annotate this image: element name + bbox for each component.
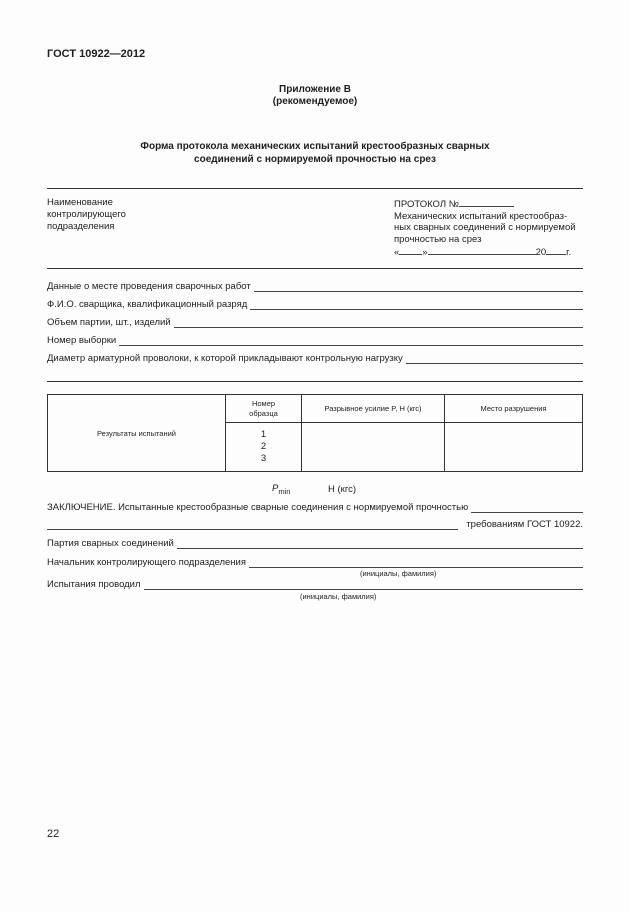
pmin-symbol: $P_{min}$ bbox=[272, 483, 291, 496]
breaking-force-cell[interactable] bbox=[302, 423, 445, 472]
page-number: 22 bbox=[47, 828, 60, 840]
results-header: Результаты испытаний bbox=[48, 395, 226, 472]
date-month-field[interactable] bbox=[428, 245, 536, 255]
pmin-unit: Н (кгс) bbox=[328, 484, 356, 495]
field-sample-number: Номер выборки bbox=[47, 334, 583, 346]
conclusion-input[interactable] bbox=[471, 502, 583, 513]
blank-line[interactable] bbox=[47, 381, 583, 382]
appendix-title: Приложение В bbox=[279, 84, 351, 95]
batch-input[interactable] bbox=[177, 538, 583, 549]
tester-signature-input[interactable] bbox=[144, 579, 583, 590]
date-year-field[interactable] bbox=[546, 245, 566, 255]
section-rule bbox=[47, 268, 583, 269]
wire-diameter-input[interactable] bbox=[406, 353, 583, 364]
top-rule bbox=[47, 188, 583, 189]
conclusion-end: требованиям ГОСТ 10922. bbox=[47, 518, 583, 530]
form-title-line-2: соединений с нормируемой прочностью на срез bbox=[194, 154, 436, 165]
initials-caption-2: (инициалы, фамилия) bbox=[300, 592, 377, 601]
field-wire-diameter: Диаметр арматурной проволоки, к которой прикладывают контрольную нагрузку bbox=[47, 352, 583, 364]
standard-code: ГОСТ 10922—2012 bbox=[47, 48, 146, 60]
department-label: Наименование контролирующего подразделения bbox=[47, 197, 126, 232]
breaking-force-header: Разрывное усилие P, Н (кгс) bbox=[302, 395, 445, 423]
welder-name-input[interactable] bbox=[250, 299, 583, 310]
tester-row: Испытания проводил bbox=[47, 578, 583, 590]
field-welding-site: Данные о месте проведения сварочных работ bbox=[47, 280, 583, 292]
protocol-block: ПРОТОКОЛ № Механических испытаний крестообраз- ных сварных соединений с нормируемой прочностью на срез « » 20 г. bbox=[394, 197, 584, 259]
conclusion-result-input[interactable] bbox=[47, 519, 458, 530]
initials-caption-1: (инициалы, фамилия) bbox=[360, 569, 437, 578]
batch-volume-input[interactable] bbox=[174, 317, 583, 328]
conclusion: ЗАКЛЮЧЕНИЕ. Испытанные крестообразные сварные соединения с нормируемой прочностью bbox=[47, 501, 583, 513]
date-day-field[interactable] bbox=[399, 245, 422, 255]
failure-location-header: Место разрушения bbox=[445, 395, 583, 423]
sample-numbers: 1 2 3 bbox=[226, 423, 302, 472]
form-title-line-1: Форма протокола механических испытаний крестообразных сварных bbox=[140, 141, 490, 152]
field-batch-volume: Объем партии, шт., изделий bbox=[47, 316, 583, 328]
sample-number-header: Номер образца bbox=[226, 395, 302, 423]
protocol-date: « » 20 г. bbox=[394, 247, 572, 258]
failure-location-cell[interactable] bbox=[445, 423, 583, 472]
results-table bbox=[47, 394, 583, 472]
head-signature-input[interactable] bbox=[249, 557, 583, 568]
protocol-number-field[interactable] bbox=[459, 197, 514, 207]
welding-site-input[interactable] bbox=[254, 281, 583, 292]
batch-row: Партия сварных соединений bbox=[47, 537, 583, 549]
field-welder-name: Ф.И.О. сварщика, квалификационный разряд bbox=[47, 298, 583, 310]
protocol-number: ПРОТОКОЛ № bbox=[394, 197, 584, 211]
appendix-subtitle: (рекомендуемое) bbox=[272, 96, 358, 107]
head-row: Начальник контролирующего подразделения bbox=[47, 556, 583, 568]
sample-number-input[interactable] bbox=[119, 335, 583, 346]
